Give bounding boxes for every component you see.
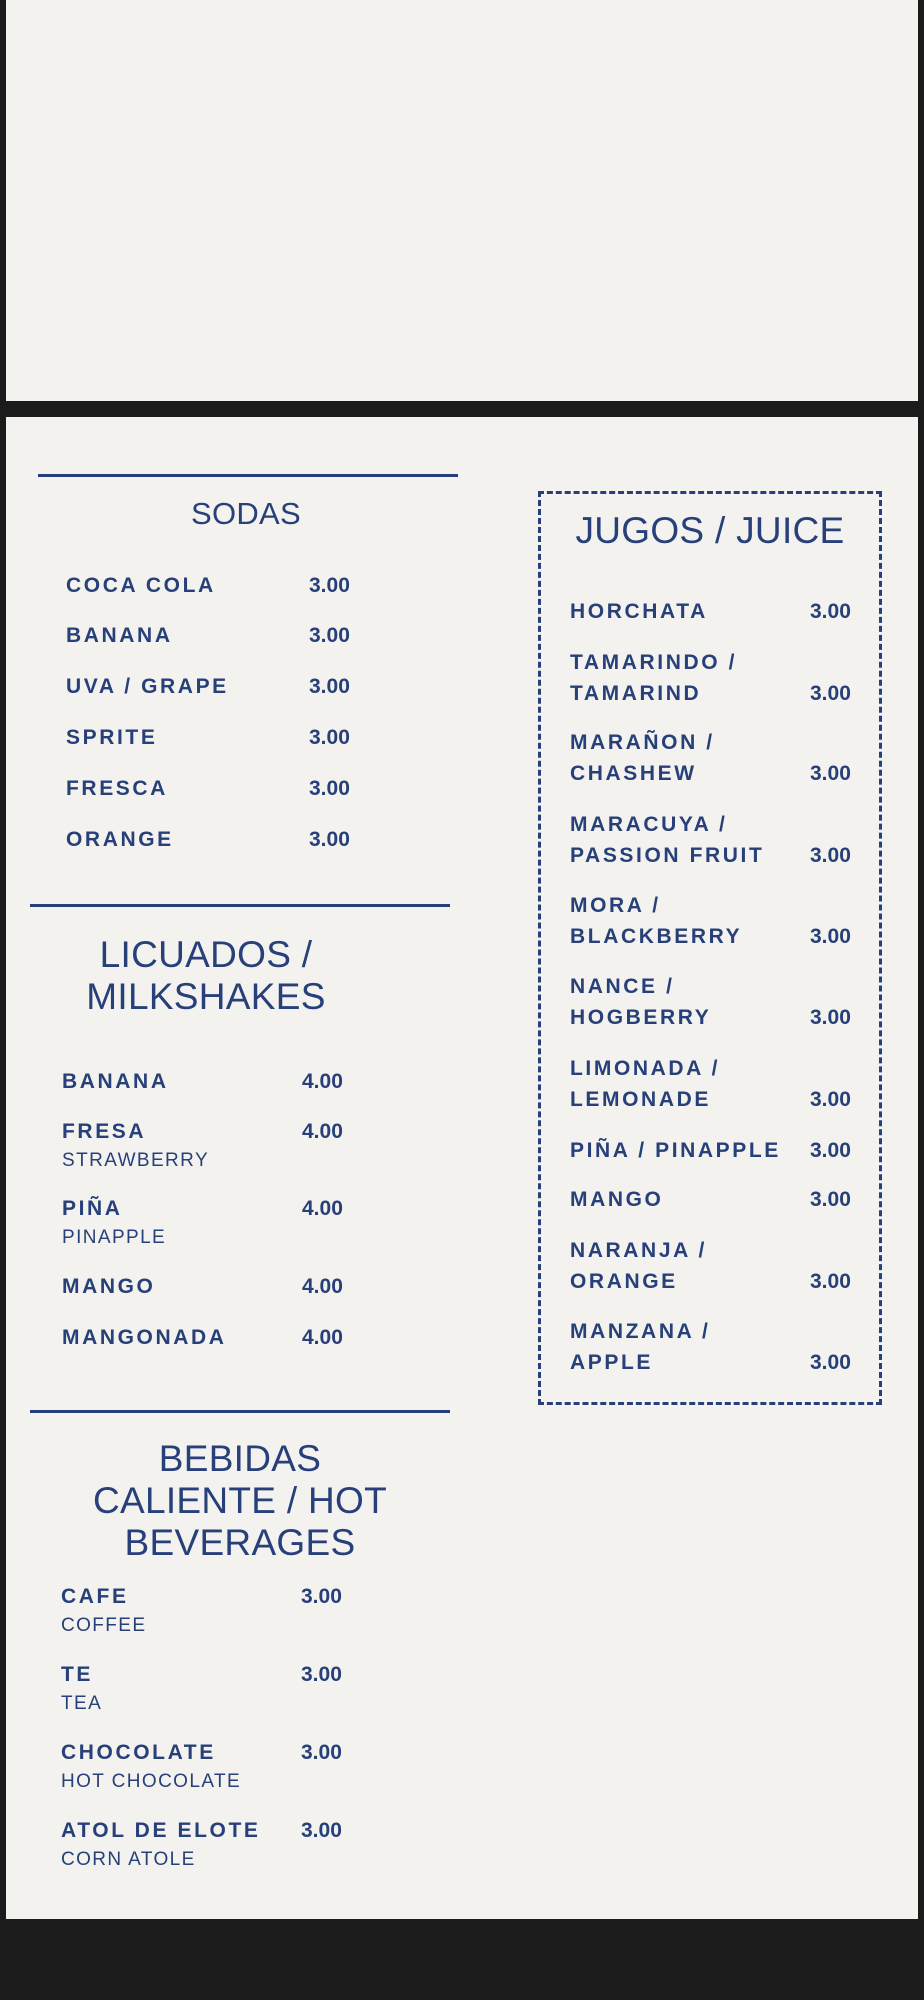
licuado-item-banana: BANANA [62,1070,169,1093]
licuado-price-mangonada: 4.00 [302,1326,343,1349]
jugo-item-manzana-line-1: MANZANA / [570,1320,711,1343]
bebida-price-te: 3.00 [301,1663,342,1686]
licuado-price-mango: 4.00 [302,1275,343,1298]
jugo-price-maranon: 3.00 [810,762,851,785]
soda-price-uva: 3.00 [309,675,350,698]
licuados-title-line-1: LICUADOS / [99,934,313,975]
licuados-title-line-2: MILKSHAKES [86,976,326,1017]
jugo-item-maranon-line-2: CHASHEW [570,762,697,785]
jugo-item-mora [570,890,742,952]
jugo-item-mango: MANGO [570,1188,664,1211]
jugos-title: JUGOS / JUICE [575,510,845,551]
soda-price-fresca: 3.00 [309,777,350,800]
jugo-item-naranja-line-2: ORANGE [570,1270,678,1293]
jugo-item-limonada-line-1: LIMONADA / [570,1057,721,1080]
soda-item-banana: BANANA [66,624,173,647]
jugo-price-maracuya: 3.00 [810,844,851,867]
bebida-sub-te: TEA [61,1693,103,1714]
soda-item-coca-cola: COCA COLA [66,574,216,597]
jugo-item-limonada [570,1053,720,1115]
menu-page-top [6,0,918,401]
jugo-item-manzana [570,1316,710,1378]
bebida-sub-cafe: COFFEE [61,1615,147,1636]
soda-price-orange: 3.00 [309,828,350,851]
licuado-price-banana: 4.00 [302,1070,343,1093]
jugo-price-mora: 3.00 [810,925,851,948]
soda-item-fresca: FRESCA [66,777,168,800]
licuado-item-mangonada: MANGONADA [62,1326,227,1349]
soda-item-sprite: SPRITE [66,726,158,749]
bebidas-title-line-3: BEVERAGES [124,1522,356,1563]
jugo-item-mora-line-2: BLACKBERRY [570,925,743,948]
jugo-item-manzana-line-2: APPLE [570,1351,654,1374]
soda-price-banana: 3.00 [309,624,350,647]
soda-price-sprite: 3.00 [309,726,350,749]
jugo-item-nance-line-2: HOGBERRY [570,1006,712,1029]
jugo-item-naranja [570,1235,707,1297]
jugo-item-mora-line-1: MORA / [570,894,661,917]
jugo-item-maranon-line-1: MARAÑON / [570,731,715,754]
bebida-price-atol: 3.00 [301,1819,342,1842]
sodas-title: SODAS [190,496,302,531]
jugo-item-maranon [570,727,715,789]
bebida-item-atol: ATOL DE ELOTE [61,1819,261,1842]
bebidas-title-line-2: CALIENTE / HOT [92,1480,388,1521]
licuado-sub-fresa: STRAWBERRY [62,1150,210,1171]
jugo-item-horchata: HORCHATA [570,600,708,623]
licuados-title [6,934,406,1018]
jugo-item-tamarindo-line-1: TAMARINDO / [570,651,738,674]
jugo-item-tamarindo-line-2: TAMARIND [570,682,702,705]
soda-item-orange: ORANGE [66,828,174,851]
jugo-item-nance [570,971,711,1033]
bebidas-title-line-1: BEBIDAS [158,1438,322,1479]
jugo-item-maracuya [570,809,764,871]
bebida-sub-chocolate: HOT CHOCOLATE [61,1771,242,1792]
licuado-item-fresa: FRESA [62,1120,147,1143]
licuado-item-pina: PIÑA [62,1197,123,1220]
jugo-item-naranja-line-1: NARANJA / [570,1239,707,1262]
bebida-item-chocolate: CHOCOLATE [61,1741,216,1764]
jugo-price-mango: 3.00 [810,1188,851,1211]
bebida-item-te: TE [61,1663,94,1686]
jugo-price-naranja: 3.00 [810,1270,851,1293]
jugo-item-pina: PIÑA / PINAPPLE [570,1139,781,1162]
jugo-item-nance-line-1: NANCE / [570,975,675,998]
sodas-top-rule [38,474,458,477]
bebida-sub-atol: CORN ATOLE [61,1849,196,1870]
licuado-item-mango: MANGO [62,1275,156,1298]
jugo-item-limonada-line-2: LEMONADE [570,1088,711,1111]
bebida-price-chocolate: 3.00 [301,1741,342,1764]
soda-item-uva: UVA / GRAPE [66,675,229,698]
jugo-price-nance: 3.00 [810,1006,851,1029]
menu-page [6,417,918,1919]
bebidas-title [30,1438,450,1564]
bebida-price-cafe: 3.00 [301,1585,342,1608]
jugo-price-tamarindo: 3.00 [810,682,851,705]
jugo-item-tamarindo [570,647,737,709]
jugo-price-limonada: 3.00 [810,1088,851,1111]
jugo-price-horchata: 3.00 [810,600,851,623]
licuado-price-pina: 4.00 [302,1197,343,1220]
licuado-price-fresa: 4.00 [302,1120,343,1143]
jugo-item-maracuya-line-1: MARACUYA / [570,813,728,836]
jugo-price-pina: 3.00 [810,1139,851,1162]
licuado-sub-pina: PINAPPLE [62,1227,167,1248]
soda-price-coca-cola: 3.00 [309,574,350,597]
licuados-top-rule [30,904,450,907]
jugo-price-manzana: 3.00 [810,1351,851,1374]
bebida-item-cafe: CAFE [61,1585,129,1608]
jugo-item-maracuya-line-2: PASSION FRUIT [570,844,765,867]
bebidas-top-rule [30,1410,450,1413]
